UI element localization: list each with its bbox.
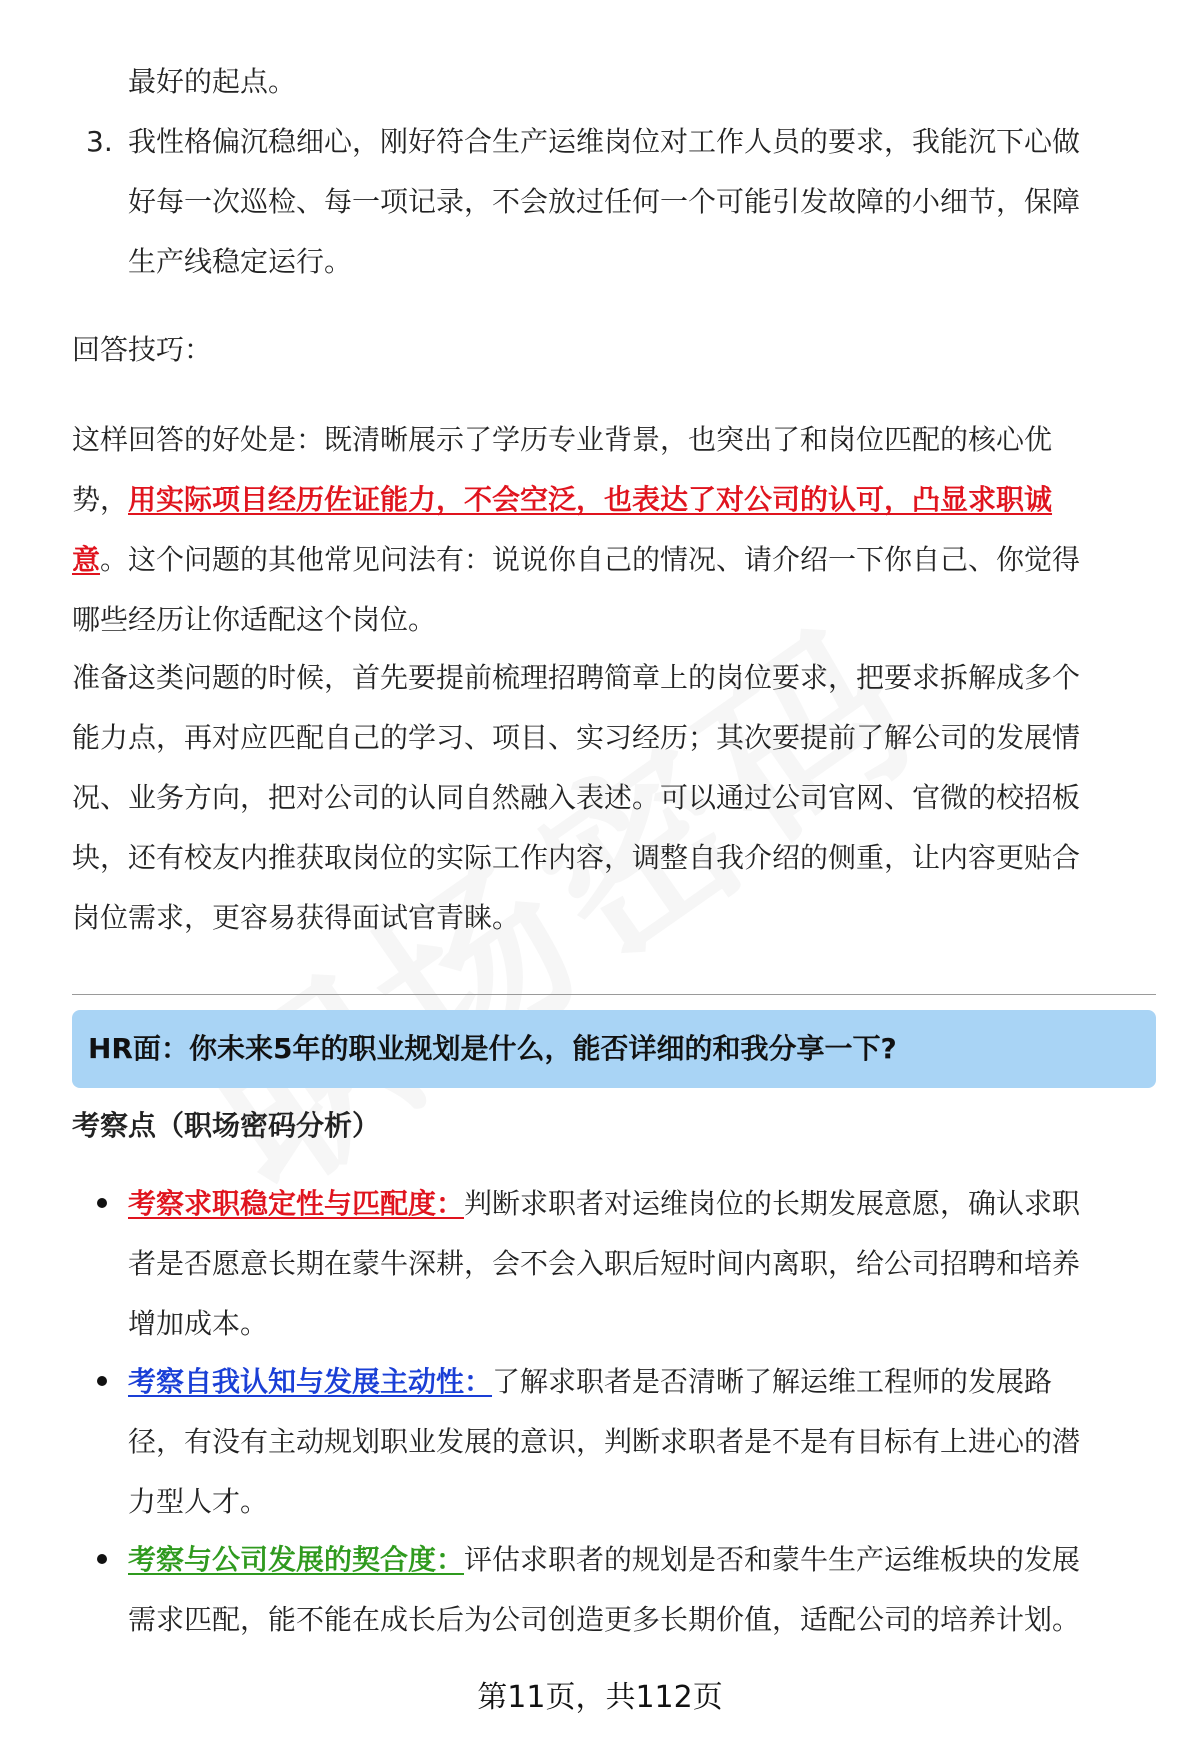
list-item-carry-text: 最好的起点。: [128, 65, 297, 98]
analysis-item-line: 增加成本。: [128, 1307, 269, 1340]
analysis-heading: 考察点（职场密码分析）: [72, 1109, 381, 1142]
tips-paragraph-line: 岗位需求，更容易获得面试官青睐。: [72, 901, 521, 934]
highlight-text: 用实际项目经历佐证能力，不会空泛，也表达了对公司的认可，凸显求职诚: [128, 483, 1053, 516]
tips-paragraph-line: [72, 480, 1052, 520]
tips-paragraph-line: 块，还有校友内推获取岗位的实际工作内容，调整自我介绍的侧重，让内容更贴合: [72, 841, 1081, 874]
analysis-label: 考察与公司发展的契合度：: [128, 1543, 465, 1576]
tips-heading: 回答技巧：: [72, 333, 213, 366]
bullet-icon: [97, 1554, 107, 1564]
question-box: [72, 1010, 1156, 1088]
tips-text: 。这个问题的其他常见问法有：说说你自己的情况、请介绍一下你自己、你觉得: [100, 543, 1081, 576]
analysis-label: 考察自我认知与发展主动性：: [128, 1365, 493, 1398]
section-divider: [72, 994, 1156, 995]
tips-paragraph-line: 哪些经历让你适配这个岗位。: [72, 603, 437, 636]
list-number: 3.: [86, 125, 113, 158]
list-item-line: 生产线稳定运行。: [128, 245, 353, 278]
analysis-item-line: [128, 1540, 1080, 1580]
analysis-text: 了解求职者是否清晰了解运维工程师的发展路: [492, 1365, 1053, 1398]
bullet-icon: [97, 1376, 107, 1386]
analysis-text: 评估求职者的规划是否和蒙牛生产运维板块的发展: [464, 1543, 1081, 1576]
analysis-item-line: 者是否愿意长期在蒙牛深耕，会不会入职后短时间内离职，给公司招聘和培养: [128, 1247, 1081, 1280]
analysis-item-line: 需求匹配，能不能在成长后为公司创造更多长期价值，适配公司的培养计划。: [128, 1603, 1081, 1636]
tips-paragraph-line: 准备这类问题的时候，首先要提前梳理招聘简章上的岗位要求，把要求拆解成多个: [72, 661, 1081, 694]
analysis-item-line: 径，有没有主动规划职业发展的意识，判断求职者是不是有目标有上进心的潜: [128, 1425, 1081, 1458]
question-text: HR面：你未来5年的职业规划是什么，能否详细的和我分享一下?: [88, 1032, 897, 1065]
page-number: 第11页，共112页: [477, 1680, 723, 1715]
analysis-item-line: [128, 1184, 1080, 1224]
list-item-line: 好每一次巡检、每一项记录，不会放过任何一个可能引发故障的小细节，保障: [128, 185, 1081, 218]
tips-paragraph-line: 况、业务方向，把对公司的认同自然融入表述。可以通过公司官网、官微的校招板: [72, 781, 1081, 814]
analysis-text: 判断求职者对运维岗位的长期发展意愿，确认求职: [464, 1187, 1081, 1220]
tips-paragraph-line: 这样回答的好处是：既清晰展示了学历专业背景，也突出了和岗位匹配的核心优: [72, 423, 1053, 456]
highlight-text: 意: [72, 543, 101, 576]
analysis-item-line: 力型人才。: [128, 1485, 269, 1518]
analysis-item-line: [128, 1362, 1052, 1402]
analysis-label: 考察求职稳定性与匹配度：: [128, 1187, 465, 1220]
tips-paragraph-line: [72, 540, 1080, 580]
bullet-icon: [97, 1198, 107, 1208]
tips-paragraph-line: 能力点，再对应匹配自己的学习、项目、实习经历；其次要提前了解公司的发展情: [72, 721, 1081, 754]
tips-text: 势，: [72, 483, 129, 516]
list-item-line: 我性格偏沉稳细心，刚好符合生产运维岗位对工作人员的要求，我能沉下心做: [128, 125, 1081, 158]
